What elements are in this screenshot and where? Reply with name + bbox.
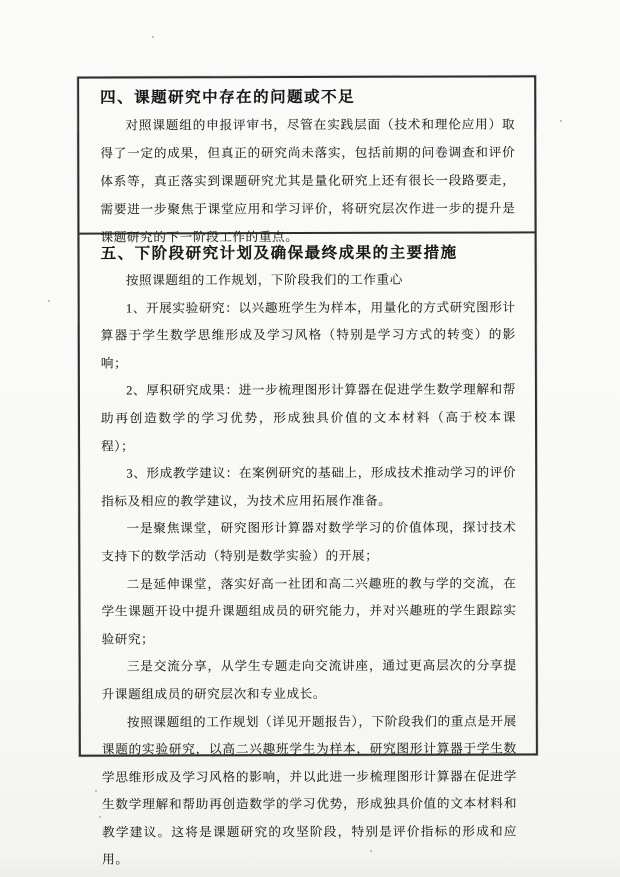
- report-table: [77, 75, 538, 868]
- paragraph: 2、厚积研究成果：进一步梳理图形计算器在促进学生数学理解和帮助再创造数学的学习优势，形成独具价值的文本材料（高于校本课程）；: [100, 382, 517, 454]
- section-problems: [79, 77, 534, 245]
- scan-speck: [99, 816, 101, 818]
- section-next-plan: [80, 233, 536, 868]
- scan-speck: [95, 790, 97, 792]
- paragraph: 二是延伸课堂，落实好高一社团和高二兴趣班的教与学的交流，在学生课题开设中提升课题组成员的研究能力，并对兴趣班的学生跟踪实验研究；: [101, 575, 517, 647]
- paragraph: 3、形成教学建议：在案例研究的基础上，形成技术推动学习的评价指标及相应的教学建议，为技术应用拓展作准备。: [101, 465, 517, 509]
- paragraph: 按照课题组的工作规划（详见开题报告），下阶段我们的重点是开展课题的实验研究，以高二兴趣班学生为样本，研究图形计算器于学生数学思维形成及学习风格的影响，并以此进一步梳理图形计算器在促进学生数学理解和帮助再创造数学的学习优势，形成独具价值的文本材料和教学建议。这将是课题研究的攻坚阶段，特别是评价指标的形成和应用。: [101, 713, 518, 868]
- paragraph: 1、开展实验研究：以兴趣班学生为样本，用量化的方式研究图形计算器于学生数学思维形成及学习风格（特别是学习方式的转变）的影响；: [100, 300, 516, 371]
- scan-speck: [278, 805, 280, 807]
- scan-speck: [370, 850, 372, 852]
- section-problems-title: 四、课题研究中存在的问题或不足: [100, 88, 356, 107]
- scan-speck: [560, 120, 562, 122]
- scan-speck: [48, 300, 50, 302]
- paragraph: 一是聚焦课堂，研究图形计算器对数学学习的价值体现，探讨技术支持下的数学活动（特别是数学实验）的开展；: [101, 520, 517, 564]
- section-next-plan-title: 五、下阶段研究计划及确保最终成果的主要措施: [100, 244, 458, 263]
- paragraph: 按照课题组的工作规划，下阶段我们的工作重心: [125, 272, 403, 288]
- scan-speck: [152, 36, 154, 38]
- paragraph: 三是交流分享，从学生专题走向交流讲座，通过更高层次的分享提升课题组成员的研究层次和专业成长。: [101, 658, 517, 702]
- paragraph: 对照课题组的申报评审书，尽管在实践层面（技术和理伦应用）取得了一定的成果，但真正的研究尚未落实，包括前期的问卷调查和评价体系等，真正落实到课题研究尤其是量化研究上还有很长一段路要走，需要进一步聚焦于课堂应用和学习评价，将研究层次作进一步的提升是课题研究的下一阶段工作的重点。: [100, 117, 516, 245]
- scan-speck: [258, 835, 260, 837]
